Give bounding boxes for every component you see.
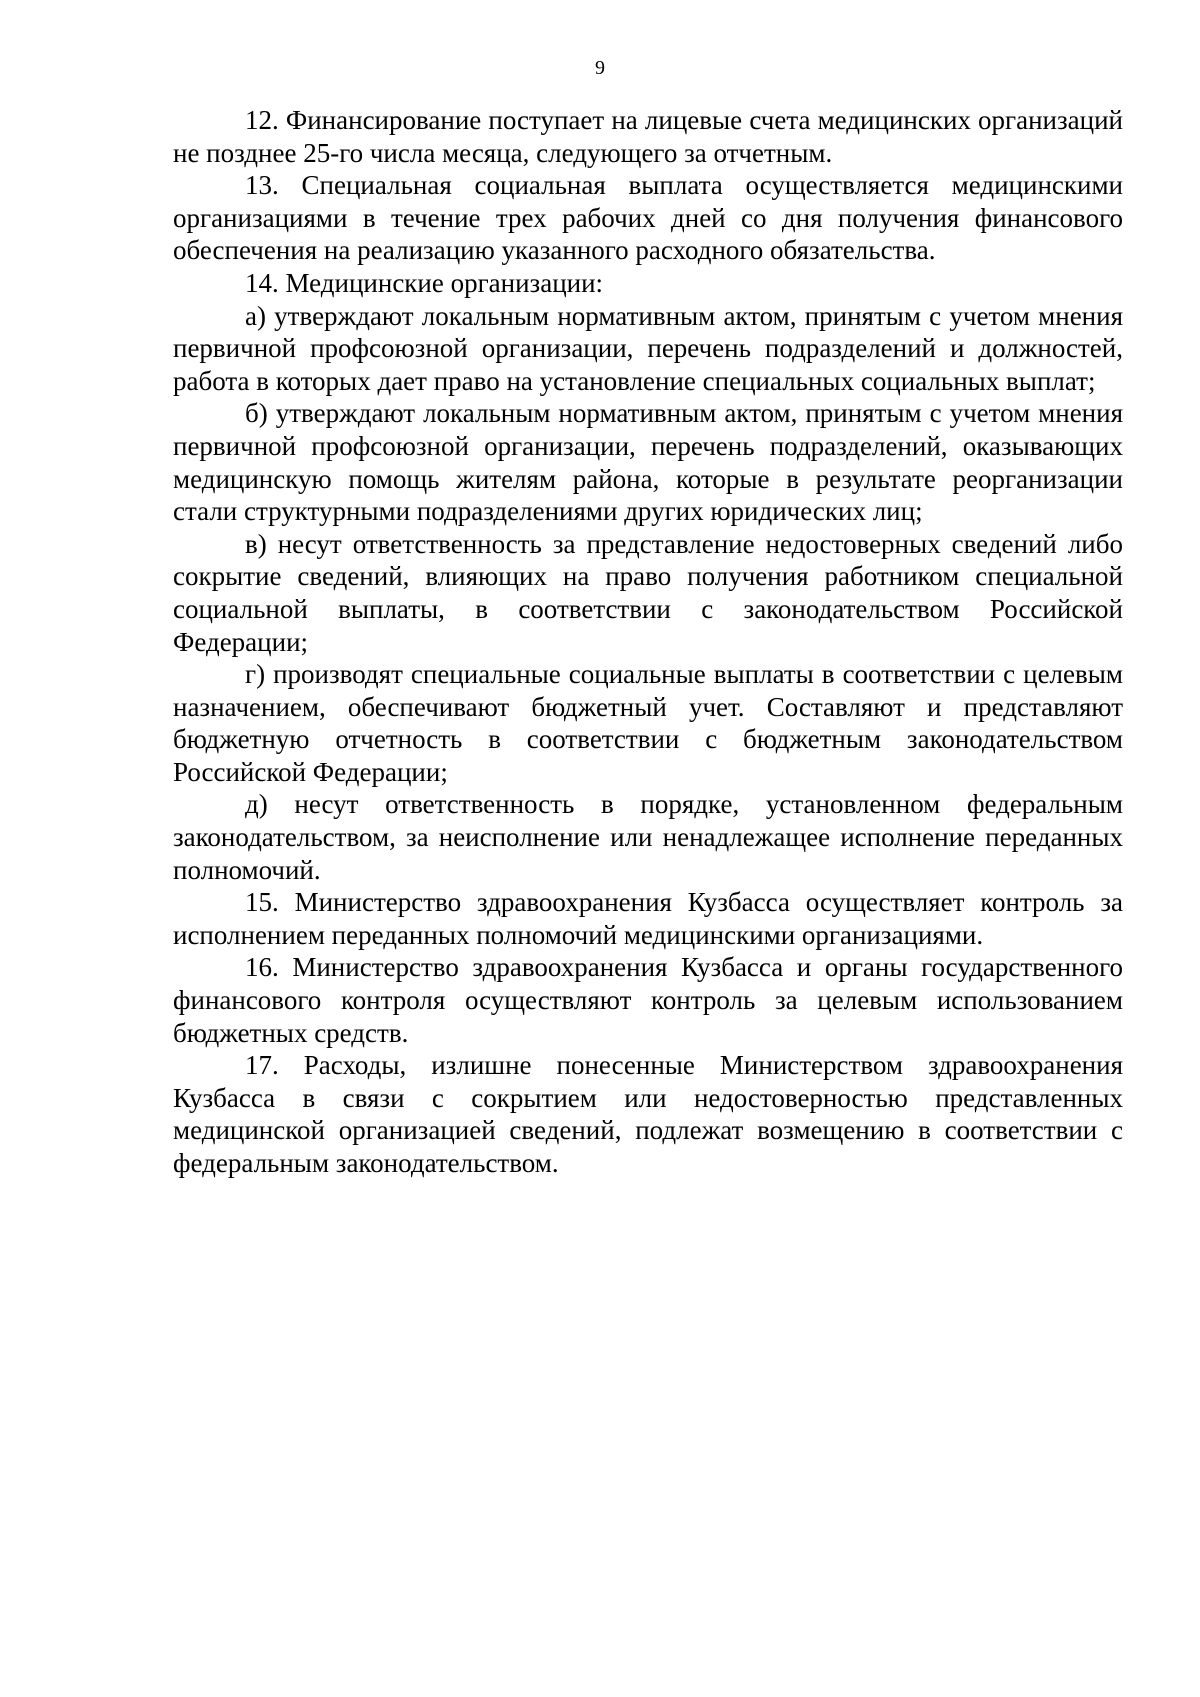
paragraph-16: 16. Министерство здравоохранения Кузбасса и органы государственного финансового контроля осуществляют контроль за целевым использованием бюджетных средств. [173,952,1123,1048]
page-number: 9 [595,57,605,79]
paragraph-15: 15. Министерство здравоохранения Кузбасса осуществляет контроль за исполнением переданных полномочий медицинскими организациями. [173,887,1123,950]
paragraph-17: 17. Расходы, излишне понесенные Министерством здравоохранения Кузбасса в связи с сокрытием или недостоверностью представленных медицинской организацией сведений, подлежат возмещению в соответствии с федеральным законодательством. [173,1050,1123,1178]
paragraph-14-v: в) несут ответственность за представление недостоверных сведений либо сокрытие сведений, влияющих на право получения работником специальной социальной выплаты, в соответствии с законодательством Российской Федерации; [173,528,1123,657]
paragraph-14: 14. Медицинские организации: [245,267,604,298]
paragraph-14-b: б) утверждают локальным нормативным актом, принятым с учетом мнения первичной профсоюзной организации, перечень подразделений, оказывающих медицинскую помощь жителям района, которые в результате реорганизации стали структурными подразделениями других юридических лиц; [173,398,1123,527]
document-body [173,104,1123,1180]
paragraph-13: 13. Специальная социальная выплата осуществляется медицинскими организациями в течение трех рабочих дней со дня получения финансового обеспечения на реализацию указанного расходного обязательства. [173,170,1123,266]
paragraph-14-d: д) несут ответственность в порядке, установленном федеральным законодательством, за неисполнение или ненадлежащее исполнение переданных полномочий. [173,789,1123,885]
paragraph-14-a: а) утверждают локальным нормативным актом, принятым с учетом мнения первичной профсоюзной организации, перечень подразделений и должностей, работа в которых дает право на установление специальных социальных выплат; [173,300,1123,396]
paragraph-12: 12. Финансирование поступает на лицевые счета медицинских организаций не позднее 25-го числа месяца, следующего за отчетным. [173,105,1123,168]
paragraph-14-g: г) производят специальные социальные выплаты в соответствии с целевым назначением, обеспечивают бюджетный учет. Составляют и представляют бюджетную отчетность в соответствии с бюджетным законодательством Российской Федерации; [173,659,1123,787]
